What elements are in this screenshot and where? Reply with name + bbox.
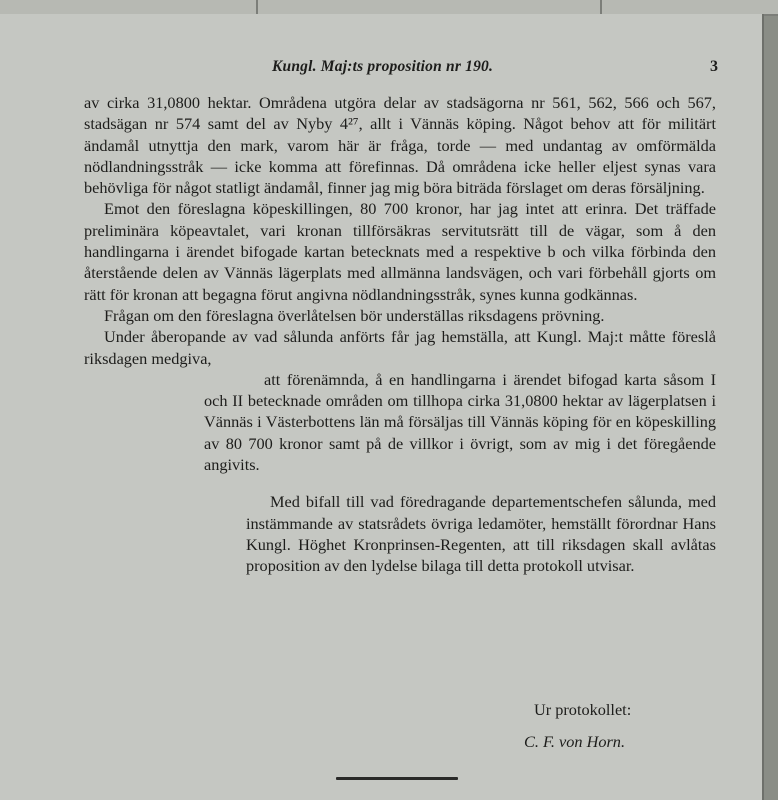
paragraph: Under åberopande av vad sålunda anförts får jag hemställa, att Kungl. Maj:t måtte föreslå riksdagen medgiva,	[84, 327, 716, 368]
paragraph: Emot den föreslagna köpeskillingen, 80 700 kronor, har jag intet att erinra. Det träffade preliminära köpeavtalet, vari kronan tillförsäkras servitutsrätt till de vägar, som å den handlingarna i ärendet bifogade kartan betecknats med a respektive b och vilka förbinda den återstående delen av Vännäs lägerplats med allmänna landsvägen, och vari förbehåll gjorts om rätt för kronan att begagna förut angivna nödlandningsstråk, synes kunna godkännas.	[84, 199, 716, 304]
running-head: Kungl. Maj:ts proposition nr 190.	[272, 58, 494, 75]
paragraph: av cirka 31,0800 hektar. Områdena utgöra delar av stadsägorna nr 561, 562, 566 och 567, stadsägan nr 574 samt del av Nyby 4²⁷, allt i Vännäs köping. Något behov att för militärt ändamål utnyttja den mark, varom här är fråga, torde — med undantag av omförmälda nödlandningsstråk — icke komma att förefinnas. Då områdena icke heller eljest synas vara behövliga för något statligt ändamål, finner jag mig böra biträda förslaget om deras försäljning.	[84, 93, 716, 198]
ur-protokollet: Ur protokollet:	[534, 700, 632, 719]
proposal-clause: att förenämnda, å en handlingarna i ärendet bifogad karta såsom I och II betecknade områden om tillhopa cirka 31,0800 hektar av lägerplatsen i Vännäs i Västerbottens län må försäljas till Vännäs köping för en köpeskilling av 80 700 kronor samt på de villkor i övrigt, som av mig i det föregående angivits.	[204, 369, 716, 475]
signature: C. F. von Horn.	[524, 732, 626, 751]
page-header	[0, 58, 740, 82]
end-rule	[336, 777, 458, 780]
signoff	[84, 700, 716, 760]
page-seam	[256, 0, 258, 14]
paragraph: Frågan om den föreslagna överlåtelsen bör underställas riksdagens prövning.	[104, 305, 605, 325]
closing-paragraph: Med bifall till vad föredragande departementschefen sålunda, med instämmande av statsrådets övriga ledamöter, hemställt förordnar Hans Kungl. Höghet Kronprinsen-Regenten, att till riksdagen skall avlåtas proposition av den lydelse bilaga till detta protokoll utvisar.	[246, 492, 716, 576]
page-number: 3	[710, 58, 718, 75]
document-body	[84, 92, 716, 577]
page-seam	[600, 0, 602, 14]
